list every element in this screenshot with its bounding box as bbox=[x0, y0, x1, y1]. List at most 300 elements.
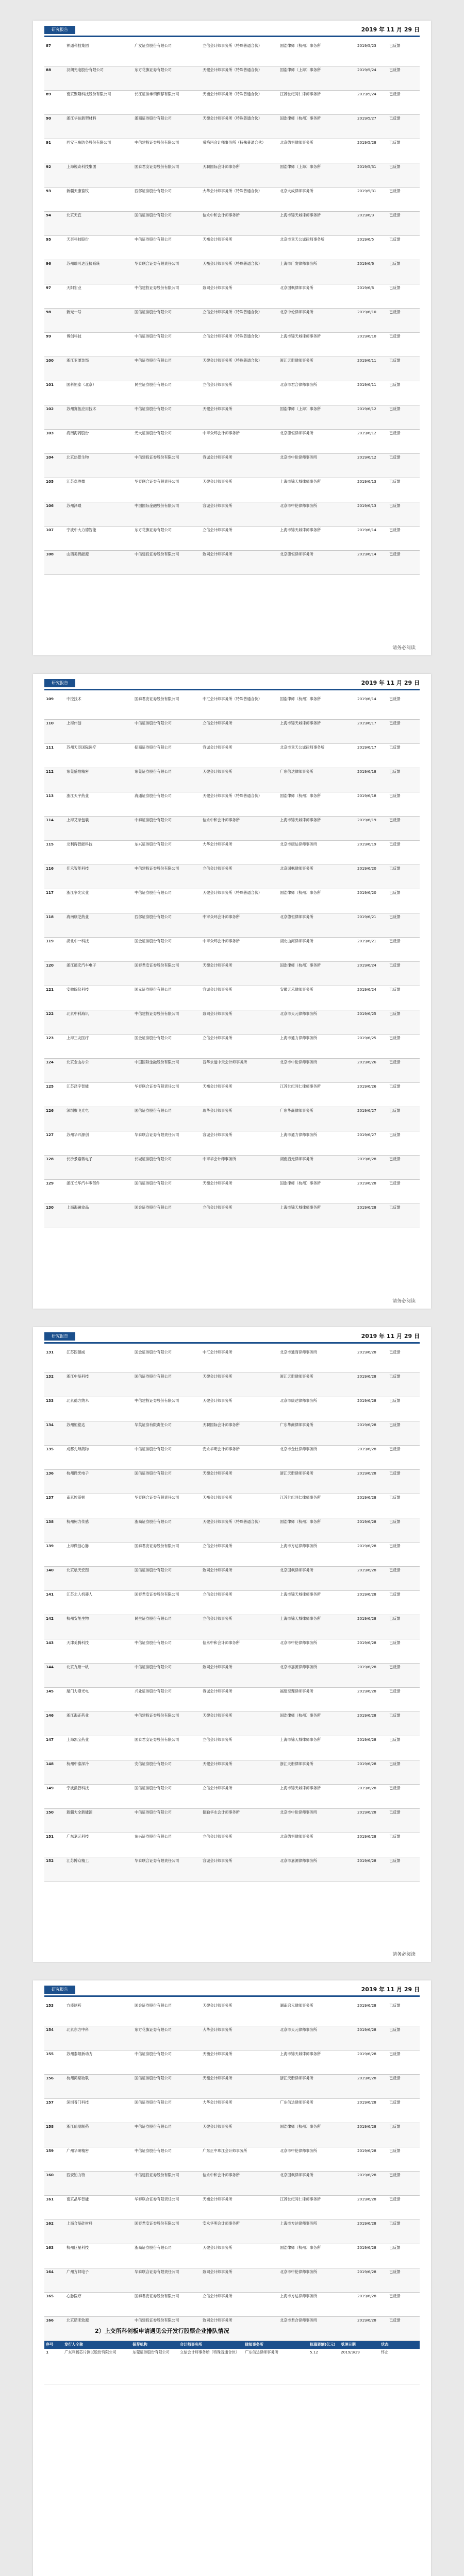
accounting-firm: 容诚会计师事务所 bbox=[201, 744, 278, 768]
accept-date: 2019/6/28 bbox=[356, 1615, 388, 1639]
company-name: 南京聚隆科技股份有限公司 bbox=[65, 91, 133, 115]
status: 已反馈 bbox=[388, 42, 420, 66]
law-firm: 上海市锦天城律师事务所 bbox=[278, 1204, 356, 1228]
page-footer: 请务必阅读 bbox=[392, 646, 416, 651]
accounting-firm: 天健会计师事务所 bbox=[201, 478, 278, 502]
sponsor: 国泰君安证券股份有限公司 bbox=[133, 962, 201, 986]
table-row bbox=[44, 284, 420, 309]
sponsor: 浙商证券股份有限公司 bbox=[133, 1518, 201, 1543]
accounting-firm: 立信会计师事务所 bbox=[201, 1833, 278, 1857]
accounting-firm: 致同会计师事务所 bbox=[201, 1567, 278, 1591]
accept-date: 2019/6/28 bbox=[356, 2268, 388, 2293]
accept-date: 2019/6/12 bbox=[356, 405, 388, 430]
law-firm: 国浩律师（杭州）事务所 bbox=[278, 889, 356, 913]
sponsor: 中信证券股份有限公司 bbox=[133, 889, 201, 913]
law-firm: 上海市方达律师事务所 bbox=[278, 2220, 356, 2244]
accept-date: 2019/5/24 bbox=[356, 91, 388, 115]
sponsor: 中信建投证券股份有限公司 bbox=[133, 2172, 201, 2196]
accounting-firm: 中汇会计师事务所 bbox=[201, 1349, 278, 1373]
row-number: 114 bbox=[44, 817, 65, 841]
status: 已反馈 bbox=[388, 66, 420, 91]
table-row bbox=[44, 792, 420, 817]
table-row bbox=[44, 309, 420, 333]
column-header: 律师事务所 bbox=[243, 2341, 308, 2349]
accept-date: 2019/6/26 bbox=[356, 1059, 388, 1083]
company-name: 心脉医疗 bbox=[65, 2293, 133, 2317]
accept-date: 2019/6/14 bbox=[356, 551, 388, 575]
table-row bbox=[44, 357, 420, 381]
page-header bbox=[33, 1980, 431, 1999]
row-number: 104 bbox=[44, 454, 65, 478]
company-name: 上海伟创 bbox=[65, 720, 133, 744]
status: 已反馈 bbox=[388, 2172, 420, 2196]
status: 已反馈 bbox=[388, 1809, 420, 1833]
company-name: 深圳普门科技 bbox=[65, 2099, 133, 2123]
law-firm: 上海市锦天城律师事务所 bbox=[278, 1785, 356, 1809]
accounting-firm: 天健会计师事务所（特殊普通合伙） bbox=[201, 66, 278, 91]
law-firm: 北京市金杜律师事务所 bbox=[278, 1446, 356, 1470]
table-row bbox=[44, 1664, 420, 1688]
company-name: 新疆大全新能源 bbox=[65, 1809, 133, 1833]
accept-date: 2019/6/28 bbox=[356, 1470, 388, 1494]
table-row bbox=[44, 1688, 420, 1712]
table-row bbox=[44, 938, 420, 962]
sponsor: 中信证券股份有限公司 bbox=[133, 236, 201, 260]
law-firm: 北京市康达律师事务所 bbox=[278, 1397, 356, 1421]
law-firm: 北京市中伦律师事务所 bbox=[278, 1809, 356, 1833]
row-number: 128 bbox=[44, 1156, 65, 1180]
law-firm: 广东华商律师事务所 bbox=[278, 1421, 356, 1446]
accounting-firm: 大华会计师事务所 bbox=[201, 2026, 278, 2050]
law-firm: 上海市锦天城律师事务所 bbox=[278, 817, 356, 841]
status: 已反馈 bbox=[388, 2244, 420, 2268]
accounting-firm: 容诚会计师事务所 bbox=[201, 1688, 278, 1712]
company-name: 上海凯宝药业 bbox=[65, 1736, 133, 1760]
law-firm: 湖南启元律师事务所 bbox=[278, 2002, 356, 2026]
status: 已反馈 bbox=[388, 1083, 420, 1107]
status: 已反馈 bbox=[388, 260, 420, 284]
status: 已反馈 bbox=[388, 1639, 420, 1664]
accounting-firm: 立信会计师事务所 bbox=[201, 527, 278, 551]
status: 已反馈 bbox=[388, 962, 420, 986]
company-name: 南京埃斯顿 bbox=[65, 1494, 133, 1518]
company-name: 海南海药股份 bbox=[65, 430, 133, 454]
company-name: 杭州巨星科技 bbox=[65, 2244, 133, 2268]
accept-date: 2019/6/28 bbox=[356, 2026, 388, 2050]
accounting-firm: 中审众环会计师事务所 bbox=[201, 913, 278, 938]
sponsor: 中泰证券股份有限公司 bbox=[133, 817, 201, 841]
row-number: 166 bbox=[44, 2317, 65, 2341]
accept-date: 2019/6/28 bbox=[356, 1518, 388, 1543]
accounting-firm: 天健会计师事务所 bbox=[201, 2123, 278, 2147]
sponsor: 华泰联合证券有限责任公司 bbox=[133, 2196, 201, 2220]
accept-date: 2019/6/24 bbox=[356, 962, 388, 986]
report-date: 2019 年 11 月 29 日 bbox=[361, 26, 420, 33]
row-number: 1 bbox=[44, 2349, 63, 2384]
row-number: 124 bbox=[44, 1059, 65, 1083]
accounting-firm: 容诚会计师事务所 bbox=[201, 986, 278, 1010]
sponsor: 中信建投证券股份有限公司 bbox=[133, 139, 201, 163]
company-name: 上海三友医疗 bbox=[65, 1035, 133, 1059]
table-row bbox=[44, 1470, 420, 1494]
law-firm: 江苏世纪同仁律师事务所 bbox=[278, 2196, 356, 2220]
sponsor: 东莞证券股份有限公司 bbox=[131, 2349, 178, 2384]
company-name: 北京诺禾致源 bbox=[65, 2317, 133, 2341]
table-row bbox=[44, 1131, 420, 1156]
report-page-2 bbox=[33, 674, 431, 1309]
status: 已反馈 bbox=[388, 1010, 420, 1035]
law-firm: 北京德恒律师事务所 bbox=[278, 430, 356, 454]
accept-date: 2019/5/31 bbox=[356, 188, 388, 212]
sponsor: 安信证券股份有限公司 bbox=[133, 1760, 201, 1785]
accounting-firm: 普华永道中天会计师事务所 bbox=[201, 1059, 278, 1083]
company-name: 天奈科技股份 bbox=[65, 236, 133, 260]
company-name: 上海艾录包装 bbox=[65, 817, 133, 841]
accept-date: 2019/5/24 bbox=[356, 66, 388, 91]
table-row bbox=[44, 2075, 420, 2099]
accounting-firm: 信永中和会计师事务所 bbox=[201, 817, 278, 841]
accounting-firm: 天健会计师事务所 bbox=[201, 1397, 278, 1421]
sponsor: 国泰君安证券股份有限公司 bbox=[133, 163, 201, 188]
status: 已反馈 bbox=[388, 2293, 420, 2317]
status: 已反馈 bbox=[388, 381, 420, 405]
table-row bbox=[44, 212, 420, 236]
sponsor: 中信证券股份有限公司 bbox=[133, 1809, 201, 1833]
accept-date: 2019/5/23 bbox=[356, 42, 388, 66]
sponsor: 东兴证券股份有限公司 bbox=[133, 1833, 201, 1857]
row-number: 157 bbox=[44, 2099, 65, 2123]
company-name: 广州华研精密 bbox=[65, 2147, 133, 2172]
company-name: 苏州赛伍应用技术 bbox=[65, 405, 133, 430]
law-firm: 上海市方达律师事务所 bbox=[278, 2293, 356, 2317]
status: 已反馈 bbox=[388, 2147, 420, 2172]
company-name: 博创科技 bbox=[65, 333, 133, 357]
terminated-ipo-table bbox=[44, 2341, 420, 2384]
status: 已反馈 bbox=[388, 91, 420, 115]
accept-date: 2019/6/28 bbox=[356, 2293, 388, 2317]
table-row bbox=[44, 551, 420, 575]
table-row bbox=[44, 1567, 420, 1591]
accept-date: 2019/6/14 bbox=[356, 696, 388, 720]
status: 已反馈 bbox=[388, 1543, 420, 1567]
row-number: 131 bbox=[44, 1349, 65, 1373]
row-number: 106 bbox=[44, 502, 65, 527]
table-row bbox=[44, 2220, 420, 2244]
status: 已反馈 bbox=[388, 236, 420, 260]
law-firm: 上海市锦天城律师事务所 bbox=[278, 1591, 356, 1615]
accounting-firm: 天衡会计师事务所 bbox=[201, 1494, 278, 1518]
sponsor: 国金证券股份有限公司 bbox=[133, 1204, 201, 1228]
sponsor: 国金证券股份有限公司 bbox=[133, 1035, 201, 1059]
sponsor: 华泰联合证券有限责任公司 bbox=[133, 2268, 201, 2293]
law-firm: 上海市方达律师事务所 bbox=[278, 1543, 356, 1567]
accept-date: 2019/6/28 bbox=[356, 1543, 388, 1567]
accounting-firm: 天健会计师事务所 bbox=[201, 1470, 278, 1494]
company-name: 厦门力鼎光电 bbox=[65, 1688, 133, 1712]
header-rule bbox=[44, 1342, 420, 1344]
status: 已反馈 bbox=[388, 115, 420, 139]
sponsor: 海通证券股份有限公司 bbox=[133, 792, 201, 817]
report-badge: 研究报告 bbox=[44, 679, 75, 687]
law-firm: 上海市锦天城律师事务所 bbox=[278, 2050, 356, 2075]
company-name: 西安三角防务股份有限公司 bbox=[65, 139, 133, 163]
company-name: 苏州恒铭达 bbox=[65, 1421, 133, 1446]
table-row bbox=[44, 454, 420, 478]
law-firm: 安徽天禾律师事务所 bbox=[278, 986, 356, 1010]
accounting-firm: 天健会计师事务所 bbox=[201, 2244, 278, 2268]
accounting-firm: 立信会计师事务所 bbox=[201, 1035, 278, 1059]
report-date: 2019 年 11 月 29 日 bbox=[361, 680, 420, 686]
table-row bbox=[44, 42, 420, 66]
company-name: 广州方邦电子 bbox=[65, 2268, 133, 2293]
law-firm: 上海市锦天城律师事务所 bbox=[278, 1736, 356, 1760]
accounting-firm: 大华会计师事务所 bbox=[201, 841, 278, 865]
row-number: 95 bbox=[44, 236, 65, 260]
sponsor: 中国国际金融股份有限公司 bbox=[133, 502, 201, 527]
accept-date: 2019/5/27 bbox=[356, 115, 388, 139]
ipo-queue-table bbox=[44, 696, 420, 1228]
status: 已反馈 bbox=[388, 1785, 420, 1809]
table-row bbox=[44, 139, 420, 163]
status: 已反馈 bbox=[388, 1615, 420, 1639]
company-name: 江苏泽宇智能 bbox=[65, 1083, 133, 1107]
company-name: 上海海融食品 bbox=[65, 1204, 133, 1228]
table-row bbox=[44, 163, 420, 188]
sponsor: 西部证券股份有限公司 bbox=[133, 913, 201, 938]
status: 已反馈 bbox=[388, 551, 420, 575]
company-name: 西安铂力特 bbox=[65, 2172, 133, 2196]
company-name: 江苏卓胜微 bbox=[65, 478, 133, 502]
row-number: 165 bbox=[44, 2293, 65, 2317]
report-date: 2019 年 11 月 29 日 bbox=[361, 1986, 420, 1993]
accounting-firm: 立信会计师事务所 bbox=[201, 1591, 278, 1615]
law-firm: 北京大成律师事务所 bbox=[278, 188, 356, 212]
accounting-firm: 立信会计师事务所 bbox=[201, 381, 278, 405]
accept-date: 2019/6/3 bbox=[356, 212, 388, 236]
accept-date: 2019/6/5 bbox=[356, 236, 388, 260]
table-row bbox=[44, 696, 420, 720]
accept-date: 2019/6/21 bbox=[356, 913, 388, 938]
accept-date: 2019/6/12 bbox=[356, 454, 388, 478]
status: 已反馈 bbox=[388, 696, 420, 720]
sponsor: 长城证券股份有限公司 bbox=[133, 1156, 201, 1180]
sponsor: 招商证券股份有限公司 bbox=[133, 744, 201, 768]
status: 已反馈 bbox=[388, 889, 420, 913]
status: 已反馈 bbox=[388, 357, 420, 381]
status: 已反馈 bbox=[388, 284, 420, 309]
sponsor: 中信建投证券股份有限公司 bbox=[133, 284, 201, 309]
report-page-3 bbox=[33, 1327, 431, 1962]
status: 已反馈 bbox=[388, 1664, 420, 1688]
law-firm: 广东华商律师事务所 bbox=[278, 1107, 356, 1131]
law-firm: 国浩律师（上海）事务所 bbox=[278, 66, 356, 91]
accounting-firm: 天衡会计师事务所 bbox=[201, 1083, 278, 1107]
company-name: 浙江长华汽车零部件 bbox=[65, 1180, 133, 1204]
row-number: 101 bbox=[44, 381, 65, 405]
accept-date: 2019/6/13 bbox=[356, 502, 388, 527]
company-name: 浙江中晶科技 bbox=[65, 1373, 133, 1397]
accept-date: 2019/6/28 bbox=[356, 1204, 388, 1228]
table-row bbox=[44, 2099, 420, 2123]
header-row bbox=[44, 2341, 420, 2349]
row-number: 119 bbox=[44, 938, 65, 962]
table-row bbox=[44, 188, 420, 212]
company-name: 长沙景嘉微电子 bbox=[65, 1156, 133, 1180]
report-date: 2019 年 11 月 29 日 bbox=[361, 1333, 420, 1340]
row-number: 113 bbox=[44, 792, 65, 817]
accept-date: 2019/6/19 bbox=[356, 841, 388, 865]
accounting-firm: 立信会计师事务所 bbox=[201, 1543, 278, 1567]
law-firm: 国浩律师（上海）事务所 bbox=[278, 163, 356, 188]
company-name: 浙江海正药业 bbox=[65, 1712, 133, 1736]
sponsor: 民生证券股份有限公司 bbox=[133, 381, 201, 405]
table-row bbox=[44, 817, 420, 841]
law-firm: 北京国枫律师事务所 bbox=[278, 865, 356, 889]
accounting-firm: 天健会计师事务所（特殊普通合伙） bbox=[201, 792, 278, 817]
accept-date: 2019/6/17 bbox=[356, 720, 388, 744]
header-rule bbox=[44, 689, 420, 690]
company-name: 南京晶华智能 bbox=[65, 2196, 133, 2220]
sponsor: 华泰联合证券有限责任公司 bbox=[133, 260, 201, 284]
row-number: 143 bbox=[44, 1639, 65, 1664]
accounting-firm: 天健会计师事务所 bbox=[201, 1760, 278, 1785]
company-name: 海南康芝药业 bbox=[65, 913, 133, 938]
sponsor: 浙商证券股份有限公司 bbox=[133, 2244, 201, 2268]
sponsor: 中信建投证券股份有限公司 bbox=[133, 454, 201, 478]
table-row bbox=[44, 2172, 420, 2196]
table-row bbox=[44, 1421, 420, 1446]
table-row bbox=[44, 1494, 420, 1518]
row-number: 107 bbox=[44, 527, 65, 551]
accept-date: 2019/6/18 bbox=[356, 792, 388, 817]
sponsor: 民生证券股份有限公司 bbox=[133, 1615, 201, 1639]
law-firm: 北京国枫律师事务所 bbox=[278, 1567, 356, 1591]
company-name: 北京天宜 bbox=[65, 212, 133, 236]
company-name: 上海合晶硅材料 bbox=[65, 2220, 133, 2244]
company-name: 北京金山办公 bbox=[65, 1059, 133, 1083]
company-name: 苏州天臣国际医疗 bbox=[65, 744, 133, 768]
status: 已反馈 bbox=[388, 2026, 420, 2050]
company-name: 杭州安旭生物 bbox=[65, 1615, 133, 1639]
table-row bbox=[44, 768, 420, 792]
status: 已反馈 bbox=[388, 2317, 420, 2341]
law-firm: 北京市竞天公诚律师事务所 bbox=[278, 744, 356, 768]
law-firm: 北京市中伦律师事务所 bbox=[278, 1639, 356, 1664]
accept-date: 2019/6/28 bbox=[356, 1736, 388, 1760]
table-row bbox=[44, 1760, 420, 1785]
sponsor: 国金证券股份有限公司 bbox=[133, 938, 201, 962]
status: 已反馈 bbox=[388, 1494, 420, 1518]
status: 已反馈 bbox=[388, 1712, 420, 1736]
accounting-firm: 中审众环会计师事务所 bbox=[201, 938, 278, 962]
row-number: 133 bbox=[44, 1397, 65, 1421]
accept-date: 2019/6/27 bbox=[356, 1131, 388, 1156]
column-header: 会计师事务所 bbox=[178, 2341, 243, 2349]
row-number: 100 bbox=[44, 357, 65, 381]
table-row bbox=[44, 381, 420, 405]
status: 已反馈 bbox=[388, 1204, 420, 1228]
status: 已反馈 bbox=[388, 430, 420, 454]
status: 已反馈 bbox=[388, 1518, 420, 1543]
sponsor: 华泰联合证券有限责任公司 bbox=[133, 1083, 201, 1107]
ipo-queue-table bbox=[44, 42, 420, 575]
accept-date: 2019/6/24 bbox=[356, 986, 388, 1010]
company-name: 上海微创心脉 bbox=[65, 1543, 133, 1567]
law-firm: 广东信达律师事务所 bbox=[278, 768, 356, 792]
table-row bbox=[44, 1373, 420, 1397]
law-firm: 国浩律师（上海）事务所 bbox=[278, 405, 356, 430]
table-row bbox=[44, 260, 420, 284]
header-rule bbox=[44, 36, 420, 37]
table-row bbox=[44, 2268, 420, 2293]
row-number: 109 bbox=[44, 696, 65, 720]
accounting-firm: 立信会计师事务所 bbox=[201, 2293, 278, 2317]
law-firm: 江苏世纪同仁律师事务所 bbox=[278, 91, 356, 115]
sponsor: 国泰君安证券股份有限公司 bbox=[133, 1543, 201, 1567]
accept-date: 2019/3/29 bbox=[339, 2349, 379, 2384]
table-row bbox=[44, 1349, 420, 1373]
table-row bbox=[44, 1785, 420, 1809]
page-header bbox=[33, 674, 431, 692]
accept-date: 2019/6/28 bbox=[356, 1712, 388, 1736]
company-name: 北京东方中科 bbox=[65, 2026, 133, 2050]
company-name: 广东利扬芯片测试股份有限公司 bbox=[63, 2349, 131, 2384]
law-firm: 北京市中伦律师事务所 bbox=[278, 502, 356, 527]
row-number: 161 bbox=[44, 2196, 65, 2220]
accounting-firm: 立信会计师事务所 bbox=[201, 865, 278, 889]
accept-date: 2019/6/28 bbox=[356, 2099, 388, 2123]
law-firm: 上海市锦天城律师事务所 bbox=[278, 527, 356, 551]
company-name: 天阳宏业 bbox=[65, 284, 133, 309]
status: 已反馈 bbox=[388, 2196, 420, 2220]
accept-date: 2019/6/28 bbox=[356, 1421, 388, 1446]
table-row bbox=[44, 1809, 420, 1833]
company-name: 深圳聚飞光电 bbox=[65, 1107, 133, 1131]
law-firm: 国浩律师（杭州）事务所 bbox=[278, 1518, 356, 1543]
accounting-firm: 大华会计师事务所（特殊普通合伙） bbox=[201, 188, 278, 212]
sponsor: 西部证券股份有限公司 bbox=[133, 188, 201, 212]
accounting-firm: 致同会计师事务所 bbox=[201, 1010, 278, 1035]
sponsor: 中信证券股份有限公司 bbox=[133, 333, 201, 357]
status: 已反馈 bbox=[388, 913, 420, 938]
company-name: 江苏固德威 bbox=[65, 1349, 133, 1373]
table-row bbox=[44, 2147, 420, 2172]
status: 已反馈 bbox=[388, 454, 420, 478]
accept-date: 2019/6/26 bbox=[356, 1083, 388, 1107]
accounting-firm: 容诚会计师事务所 bbox=[201, 1131, 278, 1156]
law-firm: 北京市通商律师事务所 bbox=[278, 1349, 356, 1373]
status: 已反馈 bbox=[388, 1736, 420, 1760]
law-firm: 北京市天元律师事务所 bbox=[278, 2026, 356, 2050]
company-name: 浙江天宇药业 bbox=[65, 792, 133, 817]
accept-date: 2019/6/28 bbox=[356, 1446, 388, 1470]
sponsor: 东方花旗证券有限公司 bbox=[133, 2026, 201, 2050]
company-name: 龙利得智能科技 bbox=[65, 841, 133, 865]
row-number: 116 bbox=[44, 865, 65, 889]
law-firm: 北京市康达律师事务所 bbox=[278, 841, 356, 865]
accounting-firm: 天健会计师事务所 bbox=[201, 768, 278, 792]
table-row bbox=[44, 1591, 420, 1615]
table-row bbox=[44, 1736, 420, 1760]
law-firm: 湖北山河律师事务所 bbox=[278, 938, 356, 962]
accounting-firm: 信永中和会计师事务所 bbox=[201, 212, 278, 236]
accept-date: 2019/6/6 bbox=[356, 260, 388, 284]
accounting-firm: 天健会计师事务所（特殊普通合伙） bbox=[201, 889, 278, 913]
sponsor: 中信证券股份有限公司 bbox=[133, 1639, 201, 1664]
row-number: 159 bbox=[44, 2147, 65, 2172]
law-firm: 国浩律师（杭州）事务所 bbox=[278, 42, 356, 66]
table-row bbox=[44, 1204, 420, 1228]
